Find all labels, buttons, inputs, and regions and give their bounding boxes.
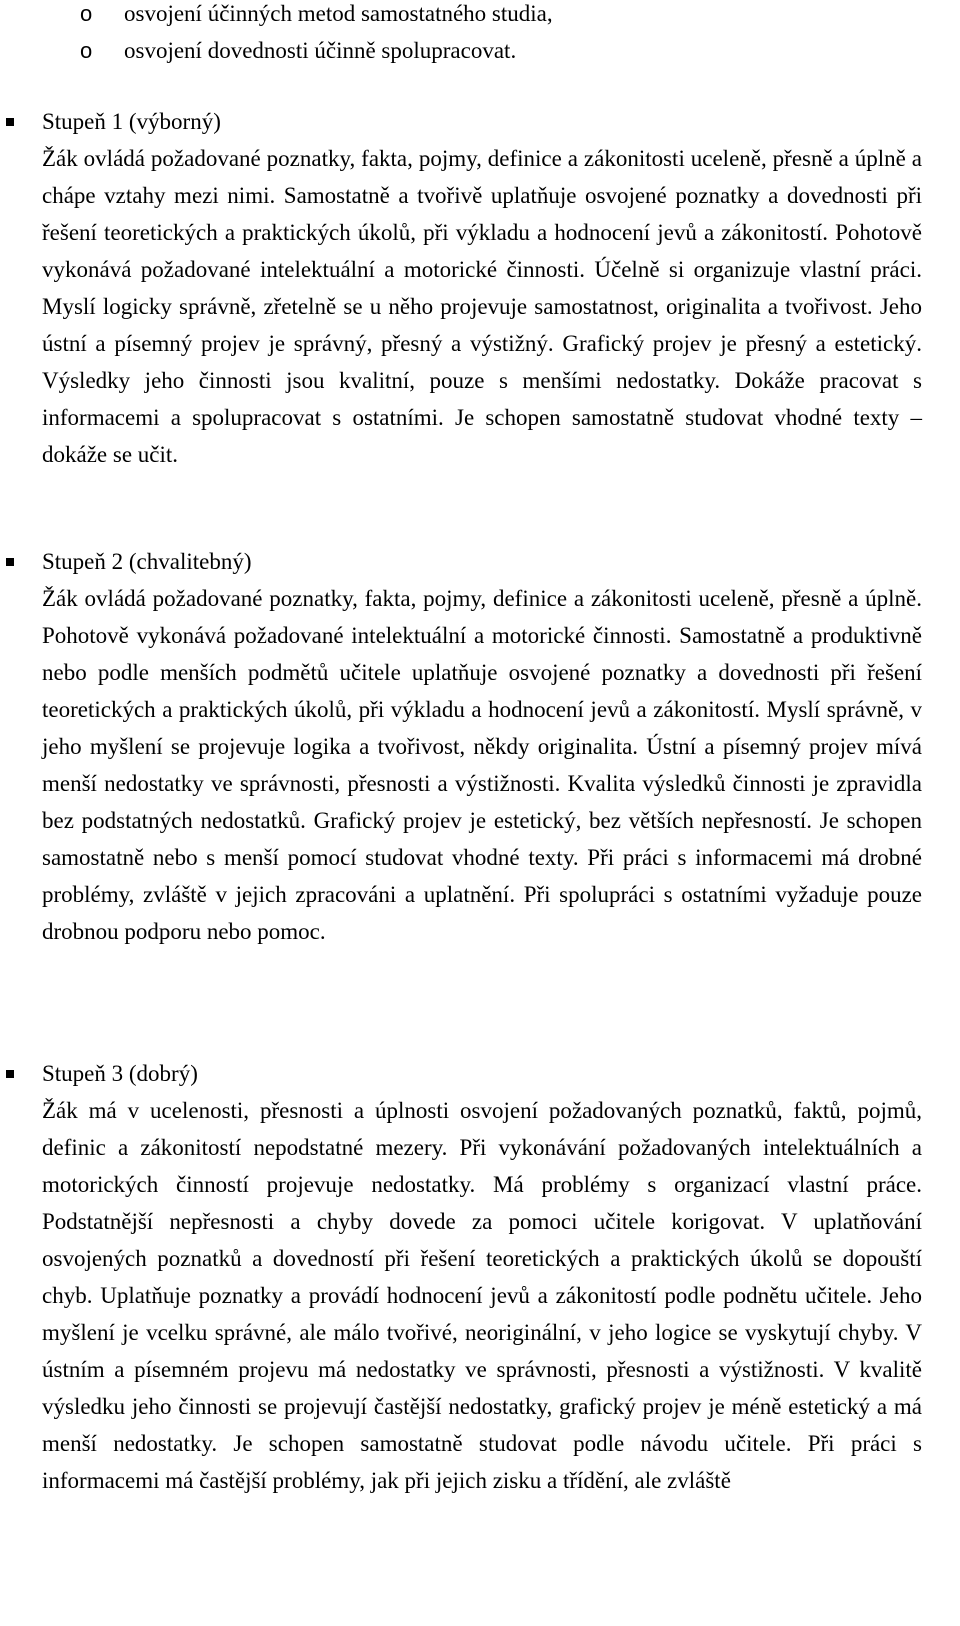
section-paragraph: Žák ovládá požadované poznatky, fakta, pojmy, definice a zákonitosti uceleně, přesně a úplně. Pohotově vykonává požadované intelektuální a motorické činnosti. Samostatně a produktivně nebo podle menších podmětů učitele uplatňuje osvojené poznatky a dovednosti při řešení teoretických a praktických úkolů, při výkladu a hodnocení jevů a zákonitostí. Myslí správně, v jeho myšlení se projevuje logika a tvořivost, někdy originalita. Ústní a písemný projev mívá menší nedostatky ve správnosti, přesnosti a výstižnosti. Kvalita výsledků činnosti je zpravidla bez podstatných nedostatků. Grafický projev je estetický, bez větších nepřesností. Je schopen samostatně nebo s menší pomocí studovat vhodné texty. Při práci s informacemi má drobné problémy, zvláště v jejich zpracováni a uplatnění. Při spolupráci s ostatními vyžaduje pouze drobnou podporu nebo pomoc.: [42, 586, 922, 944]
square-bullet-icon: [6, 118, 14, 126]
grade-section-2: [0, 543, 960, 950]
list-item: [0, 0, 960, 32]
section-heading: [0, 1055, 960, 1092]
list-item: [0, 32, 960, 69]
section-heading-text: Stupeň 1 (výborný): [42, 109, 221, 134]
list-marker-circle: o: [80, 1, 93, 26]
list-item-text: osvojení dovednosti účinně spolupracovat.: [124, 38, 517, 63]
grade-section-3: [0, 1055, 960, 1499]
section-heading-text: Stupeň 3 (dobrý): [42, 1061, 198, 1086]
square-bullet-icon: [6, 1070, 14, 1078]
grade-section-1: [0, 103, 960, 473]
square-bullet-icon: [6, 558, 14, 566]
section-paragraph: Žák má v ucelenosti, přesnosti a úplnosti osvojení požadovaných poznatků, faktů, pojmů, definic a zákonitostí nepodstatné mezery. Při vykonávání požadovaných intelektuálních a motorických činností projevuje nedostatky. Má problémy s organizací vlastní práce. Podstatnější nepřesnosti a chyby dovede za pomoci učitele korigovat. V uplatňování osvojených poznatků a dovedností při řešení teoretických a praktických úkolů se dopouští chyb. Uplatňuje poznatky a provádí hodnocení jevů a zákonitostí podle podnětu učitele. Jeho myšlení je vcelku správné, ale málo tvořivé, neoriginální, v jeho logice se vyskytují chyby. V ústním a písemném projevu má nedostatky ve správnosti, přesnosti a výstižnosti. V kvalitě výsledku jeho činnosti se projevují častější nedostatky, grafický projev je méně estetický a má menší nedostatky. Je schopen samostatně studovat podle návodu učitele. Při práci s informacemi má častější problémy, jak při jejich zisku a třídění, ale zvláště: [42, 1098, 922, 1493]
list-marker-circle: o: [80, 38, 93, 63]
section-paragraph: Žák ovládá požadované poznatky, fakta, pojmy, definice a zákonitosti uceleně, přesně a úplně a chápe vztahy mezi nimi. Samostatně a tvořivě uplatňuje osvojené poznatky a dovednosti při řešení teoretických a praktických úkolů, při výkladu a hodnocení jevů a zákonitostí. Pohotově vykonává požadované intelektuální a motorické činnosti. Účelně si organizuje vlastní práci. Myslí logicky správně, zřetelně se u něho projevuje samostatnost, originalita a tvořivost. Jeho ústní a písemný projev je správný, přesný a výstižný. Grafický projev je přesný a estetický. Výsledky jeho činnosti jsou kvalitní, pouze s menšími nedostatky. Dokáže pracovat s informacemi a spolupracovat s ostatními. Je schopen samostatně studovat vhodné texty – dokáže se učit.: [42, 146, 922, 467]
section-heading: [0, 103, 960, 140]
list-item-text: osvojení účinných metod samostatného studia,: [124, 1, 553, 26]
section-heading: [0, 543, 960, 580]
goals-sublist: [0, 0, 960, 69]
section-heading-text: Stupeň 2 (chvalitebný): [42, 549, 252, 574]
